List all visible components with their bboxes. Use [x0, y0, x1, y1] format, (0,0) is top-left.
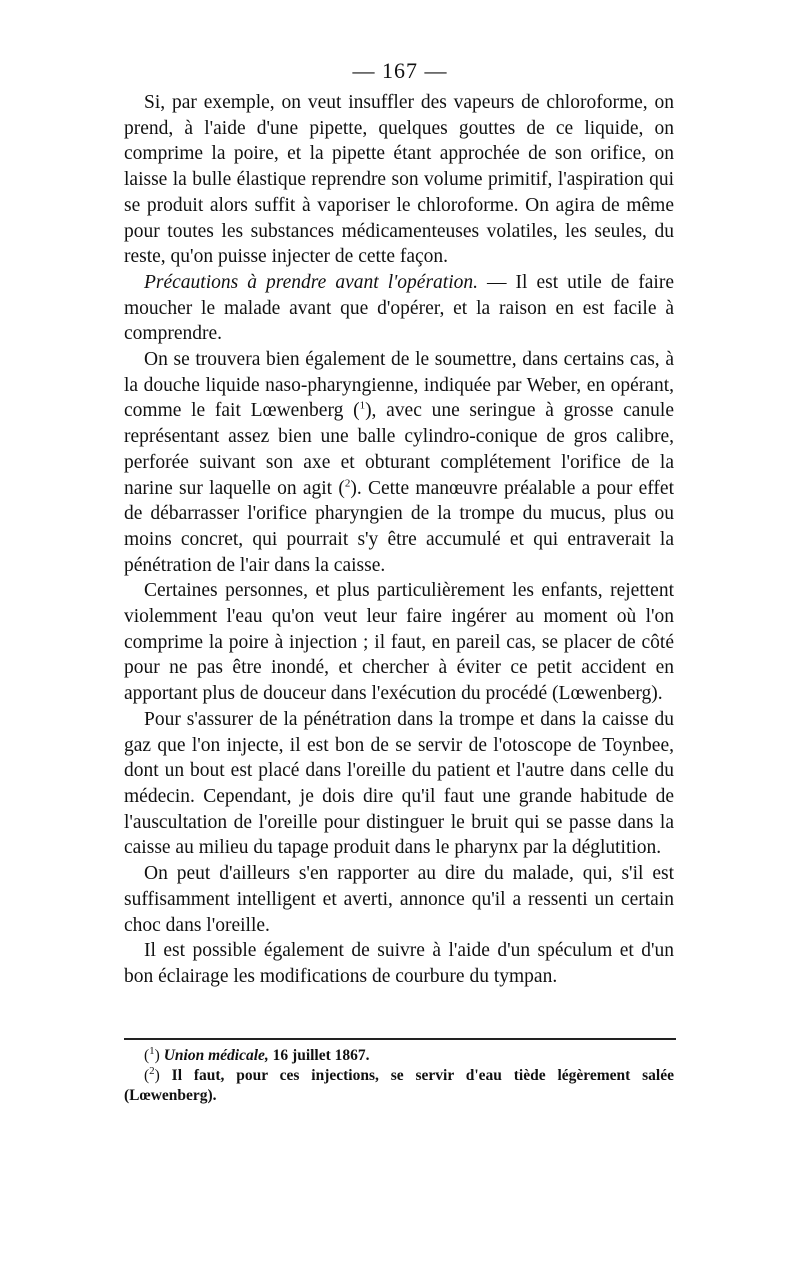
- footnote-source: Union médicale,: [163, 1047, 269, 1064]
- paragraph: Il est possible également de suivre à l'aide d'un spéculum et d'un bon éclairage les modifications de courbure du tympan.: [124, 940, 674, 987]
- footnote: ($^1$) Union médicale, 16 juillet 1867.: [144, 1044, 370, 1064]
- paragraph: Pour s'assurer de la pénétration dans la trompe et dans la caisse du gaz que l'on injecte, il est bon de se servir de l'otoscope de Toynbee, dont un bout est placé dans l'oreille du patient et l'autre dans celle du médecin. Cependant, je dois dire qu'il faut une grande habitude de l'auscultation de l'oreille pour distinguer le bruit qui se passe dans la caisse au milieu du tapage produit dans le pharynx par la déglutition.: [124, 708, 674, 859]
- footnotes: [124, 1046, 674, 1106]
- footnote-marker: 1: [149, 1044, 155, 1057]
- paragraph: Certaines personnes, et plus particulièrement les enfants, rejettent violemment l'eau qu'on veut leur faire ingérer au moment où l'on comprime la poire à injection ; il faut, en pareil cas, se placer de côté pour ne pas être inondé, et chercher à éviter ce petit accident en apportant plus de douceur dans l'exécution du procédé (Lœwenberg).: [124, 580, 674, 705]
- footnote-ref[interactable]: 2: [344, 477, 351, 490]
- section-heading: Précautions à prendre avant l'opération.: [144, 271, 478, 293]
- paragraph-text: On se trouvera bien également de le soumettre, dans certains cas, à la douche liquide naso-pharyngienne, indiquée par Weber, en opérant, comme le fait Lœwenberg (: [124, 349, 674, 422]
- paragraph: On peut d'ailleurs s'en rapporter au dire du malade, qui, s'il est suffisamment intelligent et averti, annonce qu'il a ressenti un certain choc dans l'oreille.: [124, 863, 674, 936]
- paragraph-text: — Il est utile de faire moucher le malade avant que d'opérer, et la raison en est facile à comprendre.: [124, 271, 675, 345]
- body-text: [124, 90, 674, 990]
- footnote-marker: 2: [149, 1064, 155, 1077]
- footnote: ($^2$) Il faut, pour ces injections, se servir d'eau tiède légèrement salée (Lœwenberg).: [124, 1064, 674, 1104]
- footnote-text: 16 juillet 1867.: [268, 1047, 370, 1064]
- footnote-divider: [124, 1038, 676, 1040]
- paragraph: [124, 270, 674, 347]
- paragraph: [124, 347, 674, 578]
- paragraph: Si, par exemple, on veut insuffler des vapeurs de chloroforme, on prend, à l'aide d'une pipette, quelques gouttes de ce liquide, on comprime la poire, et la pipette étant approchée de son orifice, on laisse la bulle élastique reprendre son volume primitif, l'aspiration qui se produit alors suffit à vaporiser le chloroforme. On agira de même pour toutes les substances médicamenteuses volatiles, les seules, du reste, qu'on puisse injecter de cette façon.: [124, 92, 674, 268]
- footnote-text: Il faut, pour ces injections, se servir d'eau tiède légèrement salée (Lœwenberg).: [124, 1067, 674, 1104]
- footnote-ref[interactable]: 1: [359, 399, 366, 412]
- paragraph-text: ), avec une seringue à grosse canule représentant assez bien une balle cylindro-conique de gros calibre, perforée suivant son axe et obturant complétement l'orifice de la narine sur laquelle on agit (: [124, 400, 674, 499]
- paragraph-text: ). Cette manœuvre préalable a pour effet de débarrasser l'orifice pharyngien de la trompe du mucus, plus ou moins concret, qui pourrait s'y être accumulé et qui entraverait la pénétration de l'air dans la caisse.: [124, 477, 674, 576]
- page-number: — 167 —: [352, 58, 448, 83]
